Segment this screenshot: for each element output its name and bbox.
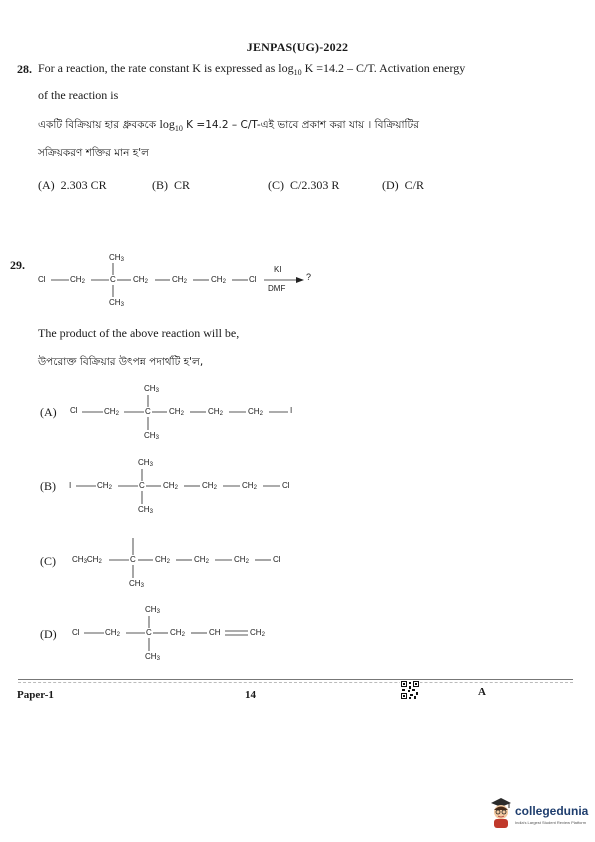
- optB-i: I: [69, 481, 72, 490]
- optD-ch3-bottom: $CH_3$: [145, 652, 160, 662]
- optC-ch3-bottom: $CH_3$: [129, 579, 144, 589]
- optD-ch2-1: $CH_2$: [105, 628, 120, 638]
- q29-option-c-label[interactable]: (C): [40, 554, 56, 568]
- page-number: 14: [245, 689, 256, 701]
- optC-ch2-3: $CH_2$: [234, 555, 249, 565]
- footer-divider: [18, 679, 573, 680]
- optB-c: C: [139, 481, 145, 490]
- reactant-quaternary-c: C: [110, 275, 116, 284]
- q29-option-a-label[interactable]: (A): [40, 405, 57, 419]
- optA-ch3-top: $CH_3$: [144, 384, 159, 394]
- optC-cl: Cl: [273, 555, 281, 564]
- brand-name: collegedunia: [515, 804, 589, 818]
- q28-option-a[interactable]: (A) 2.303 CR: [38, 178, 107, 192]
- optD-ch3-top: $CH_3$: [145, 605, 160, 615]
- reactant-ch2-4: $CH_2$: [211, 275, 226, 285]
- optA-ch3-bottom: $CH_3$: [144, 431, 159, 441]
- q29-text-bn: উপরোক্ত বিক্রিয়ার উৎপন্ন পদার্থটি হ'ল,: [38, 356, 204, 368]
- optC-ch2-1: $CH_2$: [155, 555, 170, 565]
- optA-cl: Cl: [70, 406, 78, 415]
- optC-ch2-2: $CH_2$: [194, 555, 209, 565]
- q29-text-en: The product of the above reaction will be,: [38, 326, 240, 340]
- optB-ch2-2: $CH_2$: [163, 481, 178, 491]
- optB-cl: Cl: [282, 481, 290, 490]
- footer-divider-dashed: [18, 682, 573, 683]
- optA-ch2-2: $CH_2$: [169, 407, 184, 417]
- q28-number: 28.: [17, 62, 32, 76]
- optD-ch2-2: $CH_2$: [170, 628, 185, 638]
- reactant-cl-right: Cl: [249, 275, 257, 284]
- optC-c: C: [130, 555, 136, 564]
- optB-ch2-3: $CH_2$: [202, 481, 217, 491]
- optD-ch2-3: $CH_2$: [250, 628, 265, 638]
- optA-ch2-4: $CH_2$: [248, 407, 263, 417]
- set-code: A: [478, 686, 486, 698]
- paper-label: Paper-1: [17, 689, 54, 701]
- q28-text-bn-2: সক্রিয়করণ শক্তির মান হ'ল: [38, 147, 149, 159]
- q28-text-en-2: of the reaction is: [38, 88, 119, 102]
- q28-option-c[interactable]: (C) C/2.303 R: [268, 178, 340, 192]
- q29-option-b-label[interactable]: (B): [40, 479, 56, 493]
- reagent-dmf: DMF: [268, 284, 286, 293]
- optD-c: C: [146, 628, 152, 637]
- optB-ch3-top: $CH_3$: [138, 458, 153, 468]
- reactant-ch3-top: $CH_3$: [109, 253, 124, 263]
- optD-cl: Cl: [72, 628, 80, 637]
- optA-ch2-3: $CH_2$: [208, 407, 223, 417]
- optB-ch2-1: $CH_2$: [97, 481, 112, 491]
- student-mascot-icon: [488, 796, 514, 828]
- optA-c: C: [145, 407, 151, 416]
- product-question-mark: ?: [306, 272, 312, 282]
- qr-code-icon: [400, 680, 420, 700]
- collegedunia-logo: [488, 796, 588, 832]
- q28-option-b[interactable]: (B) CR: [152, 178, 191, 192]
- reagent-ki: KI: [274, 265, 282, 274]
- optA-ch2-1: $CH_2$: [104, 407, 119, 417]
- q28-option-d[interactable]: (D) C/R: [382, 178, 425, 192]
- optC-ch3ch2: $CH_3CH_2$: [72, 555, 102, 565]
- q29-number: 29.: [10, 258, 25, 272]
- optA-i: I: [290, 406, 293, 415]
- q29-option-d-label[interactable]: (D): [40, 627, 57, 641]
- optB-ch3-bottom: $CH_3$: [138, 505, 153, 515]
- q28-text-en-1: For a reaction, the rate constant K is expressed as $\log_{10} K =14.2 - C/T$. Activation energy: [38, 61, 466, 77]
- reactant-cl-left: Cl: [38, 275, 46, 284]
- optD-ch: CH: [209, 628, 221, 637]
- reactant-ch2-1: $CH_2$: [70, 275, 85, 285]
- brand-tagline: India's Largest Student Review Platform: [515, 820, 587, 825]
- reactant-ch2-3: $CH_2$: [172, 275, 187, 285]
- q28-text-bn-1: একটি বিক্রিয়ায় হার ধ্রুবককে $\log_{10} K =14.2$ – C/T-এই ভাবে প্রকাশ করা যায় । বিক্রিয়াটির: [38, 117, 420, 133]
- optB-ch2-4: $CH_2$: [242, 481, 257, 491]
- reactant-ch2-2: $CH_2$: [133, 275, 148, 285]
- exam-title: JENPAS(UG)-2022: [246, 40, 349, 54]
- reactant-ch3-bottom: $CH_3$: [109, 298, 124, 308]
